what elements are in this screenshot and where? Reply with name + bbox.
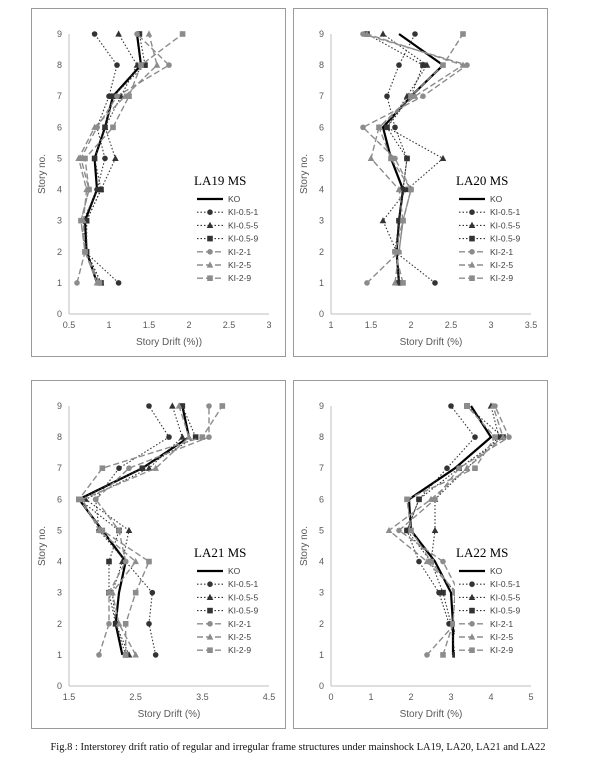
data-point <box>396 528 402 534</box>
data-point <box>110 125 116 131</box>
legend-label: KI-0.5-1 <box>228 579 259 590</box>
data-point <box>384 93 390 99</box>
data-point <box>132 651 139 657</box>
legend-label: KI-2-9 <box>490 645 514 656</box>
data-point <box>153 652 159 658</box>
y-tick-label: 0 <box>56 309 62 319</box>
legend-label: KI-0.5-9 <box>490 233 521 244</box>
data-point <box>116 528 122 534</box>
data-point <box>396 62 402 68</box>
legend-swatch-marker <box>469 647 475 653</box>
x-tick-label: 2 <box>408 320 414 330</box>
data-point <box>432 280 438 286</box>
data-point <box>456 465 462 471</box>
y-tick-label: 9 <box>56 401 62 411</box>
series-line <box>96 406 169 655</box>
data-point <box>76 497 82 503</box>
data-point <box>96 652 102 658</box>
y-tick-label: 8 <box>56 432 62 443</box>
data-point <box>123 652 129 658</box>
y-tick-label: 6 <box>318 494 324 505</box>
data-point <box>166 62 172 68</box>
legend-label: KI-0.5-9 <box>490 605 521 616</box>
x-tick-label: 3.5 <box>196 692 209 702</box>
data-point <box>364 280 370 286</box>
data-point <box>92 156 98 162</box>
y-axis-label: Story no. <box>299 153 310 195</box>
series-ki-2-1 <box>74 31 172 285</box>
legend-label: KI-0.5-5 <box>228 592 259 603</box>
chart-panel-la21 <box>31 380 286 729</box>
chart-panel-la22 <box>293 380 548 729</box>
y-tick-label: 6 <box>56 122 62 133</box>
series-ki-0.5-9 <box>76 403 198 657</box>
data-point <box>97 280 103 286</box>
legend-label: KO <box>228 566 241 576</box>
x-tick-label: 3.5 <box>524 320 538 330</box>
y-tick-label: 3 <box>318 587 324 598</box>
legend-label: KI-2-1 <box>228 246 252 257</box>
data-point <box>408 528 414 534</box>
series-line <box>77 34 169 283</box>
legend-label: KI-2-5 <box>490 260 514 270</box>
y-tick-label: 3 <box>56 587 62 598</box>
series-ki-2-9 <box>376 31 466 285</box>
legend-swatch-marker <box>207 249 213 255</box>
data-point <box>440 155 447 161</box>
data-point <box>93 497 99 503</box>
legend-swatch-marker <box>207 581 213 587</box>
y-tick-label: 4 <box>318 556 324 567</box>
x-tick-label: 1 <box>328 320 334 330</box>
y-tick-label: 1 <box>56 649 62 660</box>
chart-svg-la21 <box>32 381 287 730</box>
legend-label: KO <box>490 194 503 204</box>
data-point <box>464 403 470 409</box>
data-point <box>420 93 426 99</box>
x-tick-label: 1.5 <box>364 320 378 330</box>
chart-svg-la22 <box>294 381 549 730</box>
data-point <box>102 156 108 162</box>
series-line <box>79 406 189 655</box>
data-point <box>416 559 422 565</box>
legend-label: KI-2-1 <box>228 618 252 629</box>
data-point <box>100 465 106 471</box>
data-point <box>404 497 410 503</box>
y-tick-label: 9 <box>56 29 62 39</box>
y-tick-label: 1 <box>318 649 324 660</box>
y-tick-label: 7 <box>318 463 324 474</box>
data-point <box>460 31 466 37</box>
data-point <box>100 528 106 534</box>
series-line <box>363 34 467 283</box>
legend-label: KI-0.5-1 <box>490 207 521 218</box>
data-point <box>492 434 498 440</box>
data-point <box>388 156 394 162</box>
legend-label: KI-2-9 <box>228 273 252 284</box>
y-tick-label: 8 <box>318 60 324 71</box>
data-point <box>448 403 454 409</box>
series-ki-2-5 <box>75 30 160 285</box>
data-point <box>166 434 172 440</box>
legend-label: KI-2-1 <box>490 618 514 629</box>
y-axis-label: Story no. <box>37 153 48 195</box>
x-tick-label: 3 <box>488 320 494 330</box>
data-point <box>428 559 434 565</box>
legend-swatch-marker <box>469 209 475 215</box>
data-point <box>440 62 446 68</box>
data-point <box>412 31 418 37</box>
data-point <box>133 590 139 596</box>
data-point <box>384 125 390 131</box>
x-tick-label: 0.5 <box>62 320 76 330</box>
data-point <box>106 559 112 565</box>
chart-panel-la19 <box>31 8 286 357</box>
data-point <box>392 125 398 131</box>
x-axis-label: Story Drift (%) <box>399 709 463 720</box>
legend-swatch-marker <box>207 608 213 614</box>
x-tick-label: 1.5 <box>62 692 76 702</box>
data-point <box>98 187 104 193</box>
data-point <box>386 527 393 533</box>
data-point <box>376 125 382 131</box>
data-point <box>360 125 366 131</box>
y-tick-label: 3 <box>56 215 62 226</box>
data-point <box>368 155 375 161</box>
data-point <box>114 93 120 99</box>
y-tick-label: 1 <box>318 277 324 288</box>
data-point <box>450 621 456 627</box>
legend-label: KI-2-5 <box>228 632 252 642</box>
data-point <box>114 62 120 68</box>
chart-title: LA19 MS <box>194 173 247 188</box>
legend-label: KI-0.5-1 <box>228 207 259 218</box>
series-ko <box>79 406 189 655</box>
x-tick-label: 5 <box>528 692 534 702</box>
legend-label: KI-0.5-5 <box>490 220 521 231</box>
x-tick-label: 3 <box>266 320 272 330</box>
legend-label: KI-0.5-9 <box>228 605 259 616</box>
data-point <box>112 155 119 161</box>
legend-swatch-marker <box>469 275 475 281</box>
series-line <box>367 34 463 283</box>
data-point <box>102 125 108 131</box>
data-point <box>420 62 426 68</box>
y-tick-label: 7 <box>318 91 324 102</box>
x-axis-label: Story Drift (%) <box>399 337 463 348</box>
data-point <box>416 497 422 503</box>
data-point <box>408 187 414 193</box>
data-point <box>82 156 88 162</box>
y-tick-label: 8 <box>56 60 62 71</box>
x-tick-label: 1 <box>106 320 112 330</box>
data-point <box>116 465 122 471</box>
data-point <box>150 590 156 596</box>
data-point <box>424 652 430 658</box>
x-tick-label: 1 <box>368 692 374 702</box>
legend-label: KI-2-9 <box>228 645 252 656</box>
data-point <box>380 30 387 36</box>
x-axis-label: Story Drift (%)) <box>135 337 203 348</box>
data-point <box>179 434 186 440</box>
legend-swatch-marker <box>207 236 213 242</box>
y-tick-label: 7 <box>56 463 62 474</box>
y-axis-label: Story no. <box>299 525 310 567</box>
data-point <box>74 280 80 286</box>
y-tick-label: 6 <box>56 494 62 505</box>
figure-caption: Fig.8 : Interstorey drift ratio of regular and irregular frame structures under mainshock LA19, LA20, LA21 and LA22 <box>50 742 546 753</box>
data-point <box>206 434 212 440</box>
y-tick-label: 0 <box>318 309 324 319</box>
data-point <box>146 30 153 36</box>
x-tick-label: 0 <box>328 692 334 702</box>
y-tick-label: 5 <box>318 525 324 536</box>
data-point <box>126 465 132 471</box>
chart-svg-la20 <box>294 9 549 358</box>
legend-label: KI-2-5 <box>228 260 252 270</box>
y-tick-label: 4 <box>56 556 62 567</box>
data-point <box>444 465 450 471</box>
data-point <box>126 527 133 533</box>
legend-swatch-marker <box>469 581 475 587</box>
data-point <box>392 249 398 255</box>
x-axis-label: Story Drift (%) <box>137 709 201 720</box>
series-line <box>83 34 118 283</box>
series-ki-2-5 <box>364 30 467 285</box>
y-tick-label: 8 <box>318 432 324 443</box>
y-tick-label: 7 <box>56 91 62 102</box>
x-tick-label: 1.5 <box>142 320 156 330</box>
data-point <box>82 249 88 255</box>
data-point <box>180 31 186 37</box>
data-point <box>440 652 446 658</box>
legend-swatch-marker <box>469 621 475 627</box>
data-point <box>440 590 446 596</box>
x-tick-label: 2.5 <box>222 320 236 330</box>
y-tick-label: 2 <box>56 246 62 257</box>
data-point <box>146 621 152 627</box>
chart-title: LA22 MS <box>456 545 509 560</box>
data-point <box>78 218 84 224</box>
data-point <box>472 465 478 471</box>
series-line <box>79 34 157 283</box>
data-point <box>186 434 193 440</box>
legend-swatch-marker <box>207 647 213 653</box>
y-tick-label: 5 <box>56 153 62 164</box>
chart-panel-la20 <box>293 8 548 357</box>
series-ki-2-5 <box>79 402 192 657</box>
legend-label: KO <box>228 194 241 204</box>
data-point <box>400 218 406 224</box>
y-tick-label: 0 <box>318 681 324 691</box>
data-point <box>472 434 478 440</box>
y-tick-label: 4 <box>318 184 324 195</box>
data-point <box>200 434 206 440</box>
y-tick-label: 9 <box>318 29 324 39</box>
data-point <box>123 621 129 627</box>
legend-label: KO <box>490 566 503 576</box>
x-tick-label: 2.5 <box>444 320 458 330</box>
data-point <box>126 93 132 99</box>
legend-swatch-marker <box>469 608 475 614</box>
y-tick-label: 9 <box>318 401 324 411</box>
data-point <box>380 217 387 223</box>
data-point <box>206 403 212 409</box>
data-point <box>106 621 112 627</box>
legend-label: KI-0.5-5 <box>228 220 259 231</box>
data-point <box>408 93 414 99</box>
chart-svg-la19 <box>32 9 287 358</box>
y-tick-label: 2 <box>56 618 62 629</box>
data-point <box>440 559 446 565</box>
data-point <box>146 559 152 565</box>
legend-label: KI-2-1 <box>490 246 514 257</box>
legend-label: KI-0.5-9 <box>228 233 259 244</box>
y-tick-label: 4 <box>56 184 62 195</box>
y-tick-label: 5 <box>318 153 324 164</box>
x-tick-label: 2 <box>408 692 414 702</box>
legend-swatch-marker <box>469 249 475 255</box>
y-tick-label: 1 <box>56 277 62 288</box>
y-tick-label: 3 <box>318 215 324 226</box>
x-tick-label: 4.5 <box>262 692 276 702</box>
legend-label: KI-0.5-5 <box>490 592 521 603</box>
data-point <box>115 30 122 36</box>
y-tick-label: 5 <box>56 525 62 536</box>
legend-label: KI-0.5-1 <box>490 579 521 590</box>
data-point <box>506 434 512 440</box>
data-point <box>154 62 161 68</box>
x-tick-label: 2.5 <box>129 692 142 702</box>
data-point <box>220 403 226 409</box>
data-point <box>92 31 98 37</box>
data-point <box>116 280 122 286</box>
data-point <box>146 403 152 409</box>
legend-label: KI-2-9 <box>490 273 514 284</box>
data-point <box>432 527 439 533</box>
legend-swatch-marker <box>469 236 475 242</box>
data-point <box>138 62 144 68</box>
legend-swatch-marker <box>207 621 213 627</box>
chart-title: LA20 MS <box>456 173 509 188</box>
x-tick-label: 2 <box>186 320 192 330</box>
data-point <box>404 156 410 162</box>
data-point <box>123 559 129 565</box>
data-point <box>86 187 92 193</box>
x-tick-label: 3 <box>448 692 454 702</box>
y-tick-label: 6 <box>318 122 324 133</box>
series-line <box>96 406 209 655</box>
data-point <box>140 465 146 471</box>
data-point <box>169 402 176 408</box>
y-tick-label: 2 <box>318 618 324 629</box>
legend-label: KI-2-5 <box>490 632 514 642</box>
legend-swatch-marker <box>207 275 213 281</box>
y-tick-label: 0 <box>56 681 62 691</box>
series-ki-2-1 <box>360 31 470 285</box>
y-axis-label: Story no. <box>37 525 48 567</box>
data-point <box>400 280 406 286</box>
chart-title: LA21 MS <box>194 545 247 560</box>
data-point <box>134 31 140 37</box>
legend-swatch-marker <box>207 209 213 215</box>
x-tick-label: 4 <box>488 692 494 702</box>
y-tick-label: 2 <box>318 246 324 257</box>
